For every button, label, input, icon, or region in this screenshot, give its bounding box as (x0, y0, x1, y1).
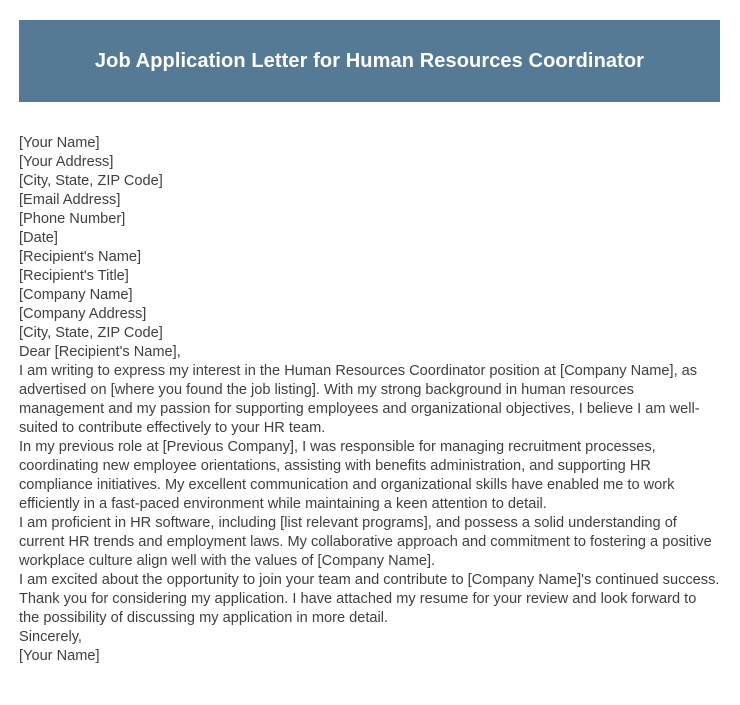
recipient-line-title: [Recipient's Title] (19, 268, 129, 284)
sender-address-block (19, 134, 720, 248)
header-banner (19, 20, 720, 102)
recipient-line-name: [Recipient's Name] (19, 249, 142, 265)
salutation: Dear [Recipient's Name], (19, 344, 181, 360)
body-paragraph-4: I am excited about the opportunity to join your team and contribute to [Company Name]'s continued success. Thank you for considering my application. I have attached my resume for your review and look forward to the possibility of discussing my application in more detail. (19, 572, 720, 626)
recipient-address-block (19, 248, 720, 343)
sender-line-city-state-zip: [City, State, ZIP Code] (19, 173, 163, 189)
recipient-line-company-address: [Company Address] (19, 306, 147, 322)
signature-name: [Your Name] (19, 648, 100, 664)
sender-line-your-address: [Your Address] (19, 154, 114, 170)
body-paragraph-3: I am proficient in HR software, including [list relevant programs], and possess a solid understanding of current HR trends and employment laws. My collaborative approach and commitment to fostering a positive workplace culture align well with the values of [Company Name]. (19, 515, 712, 569)
sender-line-date: [Date] (19, 230, 58, 246)
closing-salutation: Sincerely, (19, 629, 82, 645)
body-paragraph-2: In my previous role at [Previous Company], I was responsible for managing recruitment processes, coordinating new employee orientations, assisting with benefits administration, and supporting HR compliance initiatives. My excellent communication and organizational skills have enabled me to work efficiently in a fast-paced environment while maintaining a keen attention to detail. (19, 439, 675, 512)
sender-line-phone-number: [Phone Number] (19, 211, 126, 227)
sender-line-your-name: [Your Name] (19, 135, 100, 151)
recipient-line-city-state-zip: [City, State, ZIP Code] (19, 325, 163, 341)
page-title: Job Application Letter for Human Resources Coordinator (94, 50, 645, 72)
body-paragraph-1: I am writing to express my interest in the Human Resources Coordinator position at [Company Name], as advertised on [where you found the job listing]. With my strong background in human resources management and my passion for supporting employees and organizational objectives, I believe I am well-suited to contribute effectively to your HR team. (19, 363, 700, 436)
letter-body (19, 134, 720, 666)
recipient-line-company-name: [Company Name] (19, 287, 133, 303)
sender-line-email-address: [Email Address] (19, 192, 121, 208)
